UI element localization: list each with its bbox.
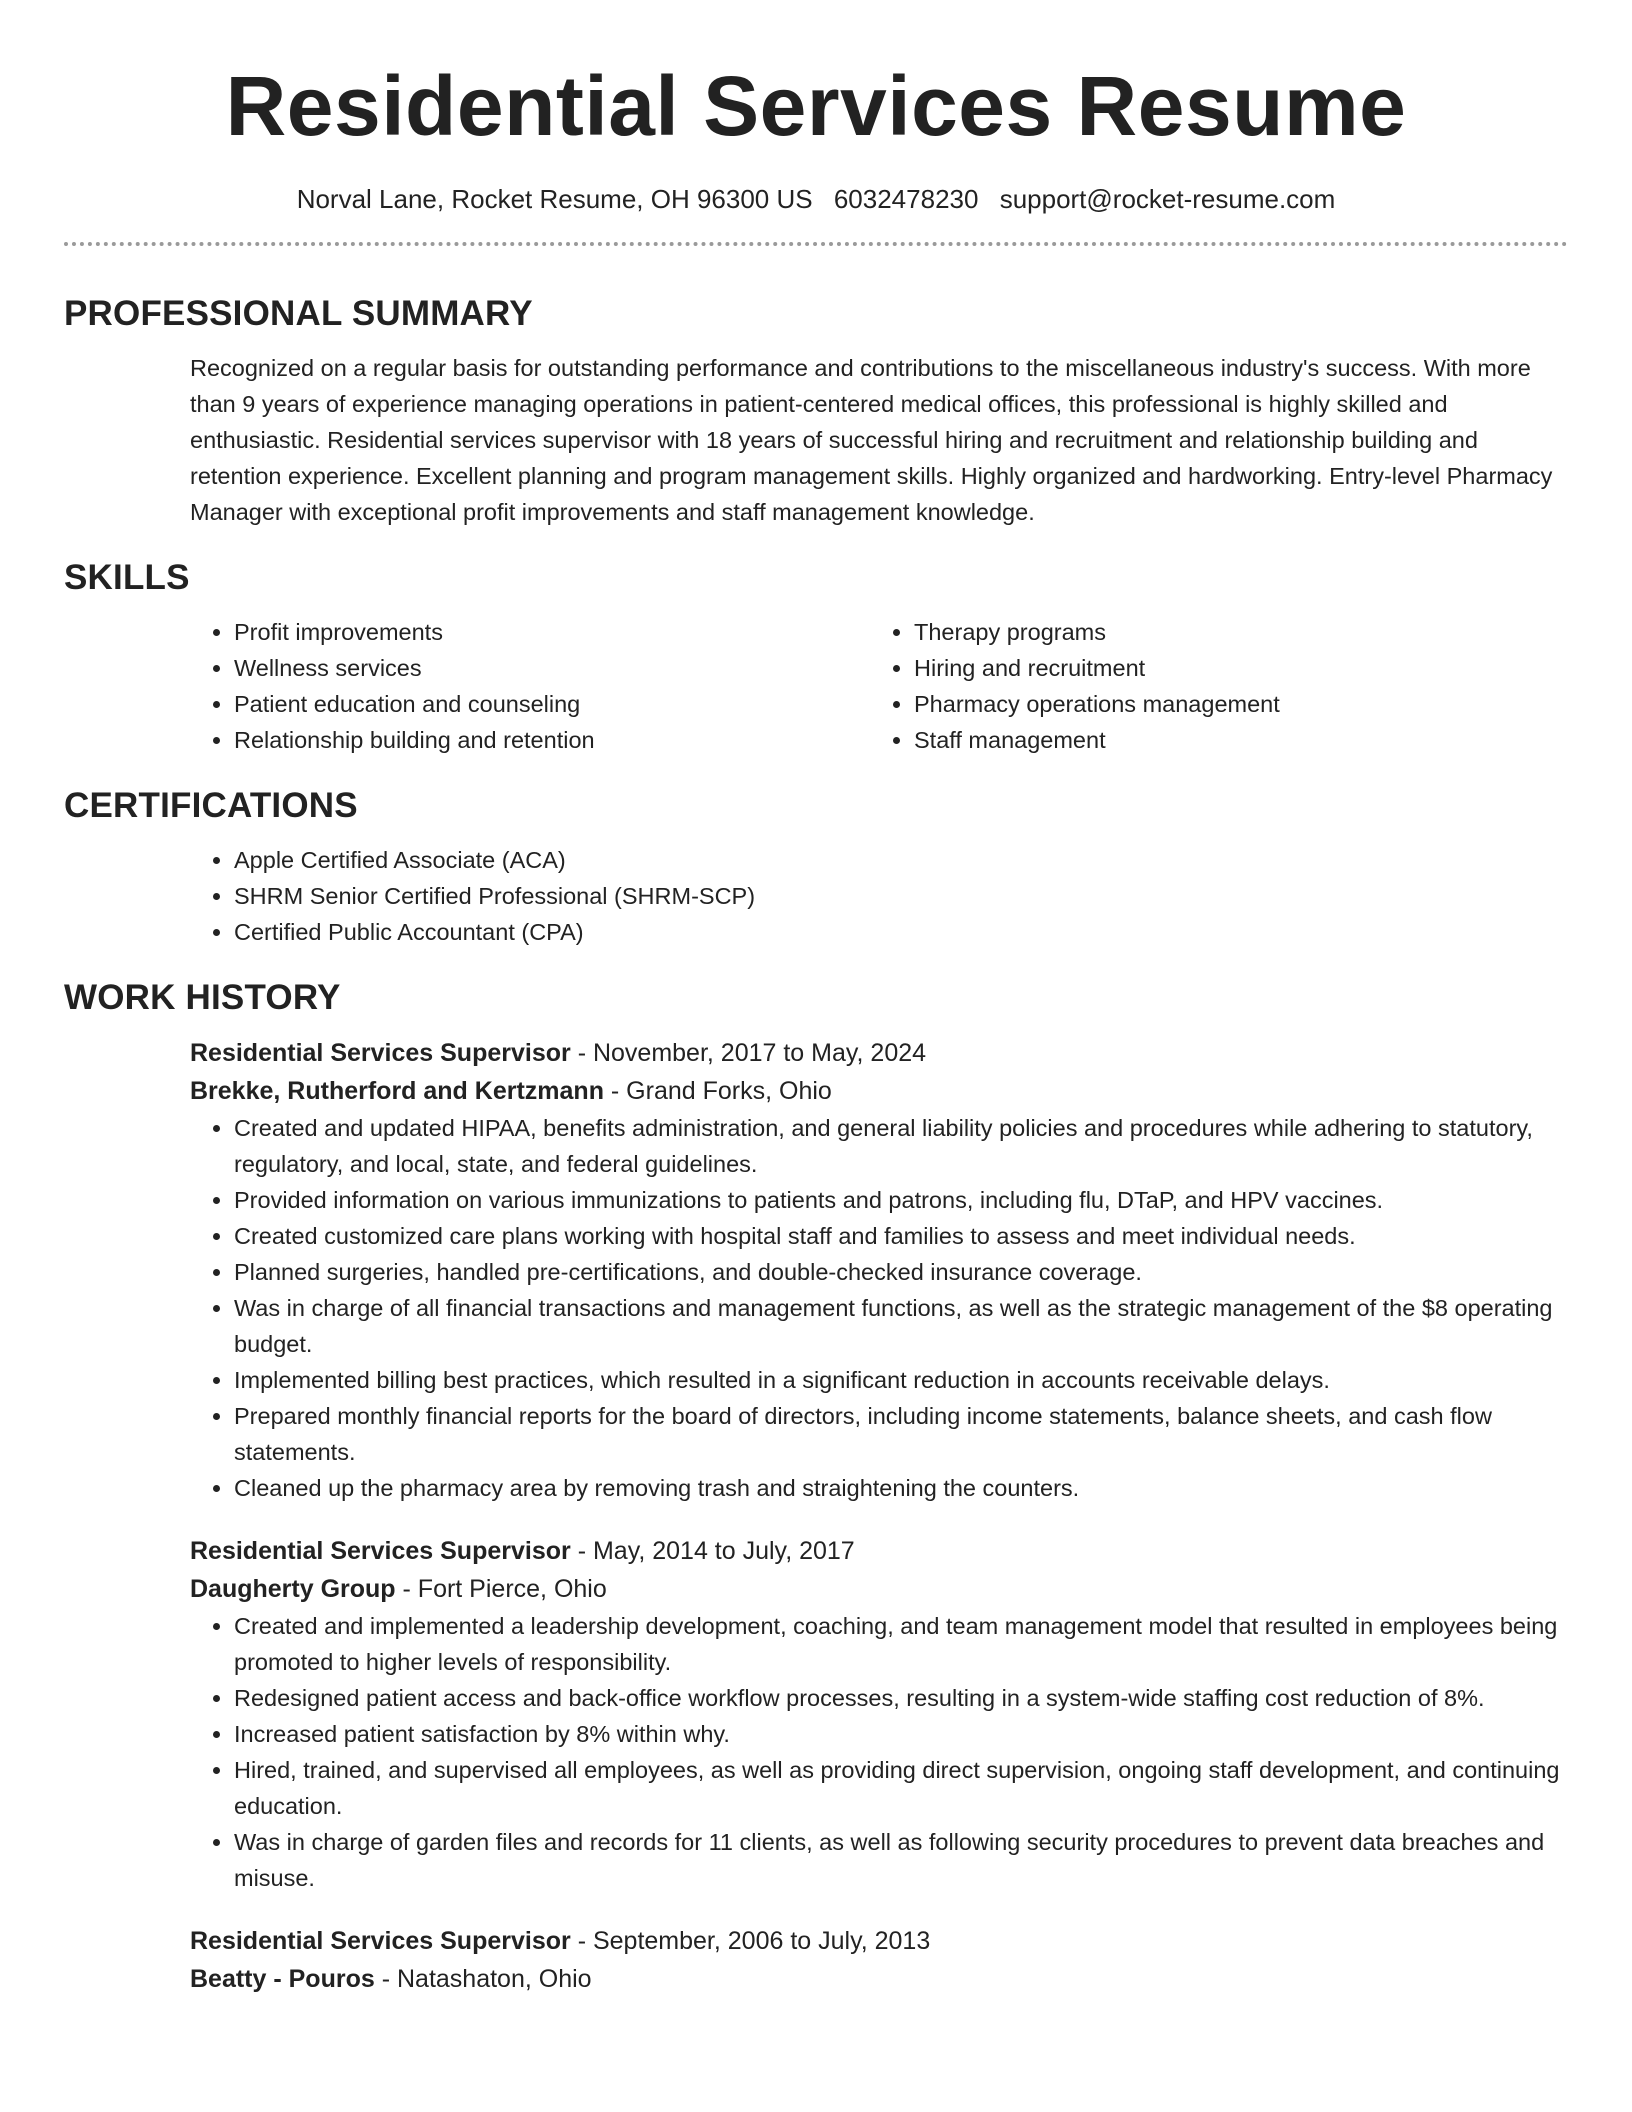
job-duty-item: • Cleaned up the pharmacy area by removing trash and straightening the counters. [234, 1470, 1568, 1506]
contact-phone: 6032478230 [833, 184, 979, 214]
job-role: Residential Services Supervisor [190, 1927, 571, 1955]
job-role: Residential Services Supervisor [190, 1039, 571, 1067]
summary-text: Recognized on a regular basis for outstanding performance and contributions to the miscellaneous industry's success. With more than 9 years of experience managing operations in patient-centered medical offices, this professional is highly skilled and enthusiastic. Residential services supervisor with 18 years of successful hiring and recruitment and relationship building and retention experience. Excellent planning and program management skills. Highly organized and hardworking. Entry-level Pharmacy Manager with exceptional profit improvements and staff management knowledge. [190, 355, 1553, 525]
job-dates: - September, 2006 to July, 2013 [570, 1927, 931, 1955]
skill-item: • Profit improvements [234, 614, 870, 650]
job-duty-item: • Was in charge of all financial transactions and management functions, as well as the strategic management of the $8 operating budget. [234, 1290, 1568, 1362]
skill-item: • Patient education and counseling [234, 686, 870, 722]
job-company-line [190, 1570, 1568, 1608]
skill-item: • Staff management [914, 722, 1550, 758]
job-duty-item: • Increased patient satisfaction by 8% within why. [234, 1716, 1568, 1752]
job-location: - Fort Pierce, Ohio [395, 1575, 607, 1603]
skills-column-right [870, 614, 1550, 758]
job-duties [190, 1608, 1568, 1896]
job-company-line [190, 1072, 1568, 1110]
certifications-heading: CERTIFICATIONS [64, 786, 358, 825]
job-duties [190, 1110, 1568, 1506]
skill-item: • Therapy programs [914, 614, 1550, 650]
skills-column-left [190, 614, 870, 758]
certification-item: • Certified Public Accountant (CPA) [234, 914, 1568, 950]
job-title-line [190, 1922, 1568, 1960]
job-dates: - November, 2017 to May, 2024 [570, 1039, 927, 1067]
contact-info [64, 182, 1568, 216]
job-duty-item: • Implemented billing best practices, which resulted in a significant reduction in accounts receivable delays. [234, 1362, 1568, 1398]
resume-title: Residential Services Resume [225, 59, 1407, 153]
job-dates: - May, 2014 to July, 2017 [570, 1537, 855, 1565]
job-duty-item: • Redesigned patient access and back-office workflow processes, resulting in a system-wide staffing cost reduction of 8%. [234, 1680, 1568, 1716]
certification-item: • Apple Certified Associate (ACA) [234, 842, 1568, 878]
job-company: Brekke, Rutherford and Kertzmann [190, 1077, 604, 1105]
job-location: - Grand Forks, Ohio [603, 1077, 832, 1105]
job-title-line [190, 1532, 1568, 1570]
job-entry [190, 1034, 1568, 1506]
job-company: Daugherty Group [190, 1575, 396, 1603]
contact-address: Norval Lane, Rocket Resume, OH 96300 US [296, 184, 813, 214]
job-duty-item: • Created and updated HIPAA, benefits administration, and general liability policies and procedures while adhering to statutory, regulatory, and local, state, and federal guidelines. [234, 1110, 1568, 1182]
job-duty-item: • Created and implemented a leadership development, coaching, and team management model that resulted in employees being promoted to higher levels of responsibility. [234, 1608, 1568, 1680]
job-duty-item: • Provided information on various immunizations to patients and patrons, including flu, DTaP, and HPV vaccines. [234, 1182, 1568, 1218]
job-company: Beatty - Pouros [190, 1965, 375, 1993]
skills-list [190, 614, 1568, 758]
header-divider [64, 242, 1568, 246]
skill-item: • Pharmacy operations management [914, 686, 1550, 722]
certification-item: • SHRM Senior Certified Professional (SHRM-SCP) [234, 878, 1568, 914]
certifications-list [190, 842, 1568, 950]
summary-heading: PROFESSIONAL SUMMARY [64, 294, 533, 333]
skill-item: • Relationship building and retention [234, 722, 870, 758]
skill-item: • Hiring and recruitment [914, 650, 1550, 686]
job-duty-item: • Was in charge of garden files and records for 11 clients, as well as following security procedures to prevent data breaches and misuse. [234, 1824, 1568, 1896]
skill-item: • Wellness services [234, 650, 870, 686]
job-duty-item: • Planned surgeries, handled pre-certifications, and double-checked insurance coverage. [234, 1254, 1568, 1290]
job-duty-item: • Prepared monthly financial reports for the board of directors, including income statements, balance sheets, and cash flow statements. [234, 1398, 1568, 1470]
job-location: - Natashaton, Ohio [374, 1965, 592, 1993]
job-duty-item: • Hired, trained, and supervised all employees, as well as providing direct supervision, ongoing staff development, and continuing education. [234, 1752, 1568, 1824]
work-history-heading: WORK HISTORY [64, 978, 341, 1017]
contact-email: support@rocket-resume.com [999, 184, 1336, 214]
job-entry [190, 1532, 1568, 1896]
job-title-line [190, 1034, 1568, 1072]
job-entry [190, 1922, 1568, 1998]
job-duty-item: • Created customized care plans working with hospital staff and families to assess and meet individual needs. [234, 1218, 1568, 1254]
job-company-line [190, 1960, 1568, 1998]
skills-heading: SKILLS [64, 558, 190, 597]
job-role: Residential Services Supervisor [190, 1537, 571, 1565]
